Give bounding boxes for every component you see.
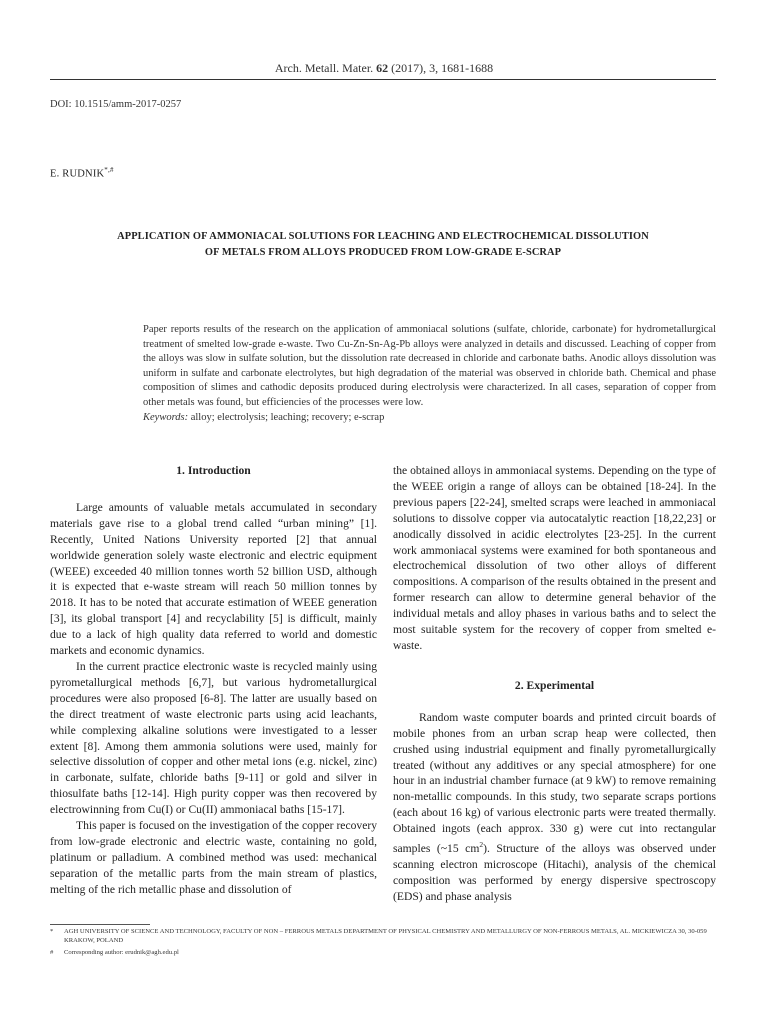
footnotes (50, 927, 716, 960)
left-column (50, 463, 377, 898)
right-column (393, 463, 716, 905)
keywords-list: alloy; electrolysis; leaching; recovery; e-scrap (188, 411, 385, 423)
title-line-1: APPLICATION OF AMMONIACAL SOLUTIONS FOR LEACHING AND ELECTROCHEMICAL DISSOLUTION (117, 231, 649, 242)
intro-paragraph-3-continued: the obtained alloys in ammoniacal systems. Depending on the type of the WEEE origin a range of alloys can be obtained [18-24]. In the previous papers [22-24], smelted scraps were leached in ammoniacal solutions to dissolve copper via autocatalytic reaction [18,22,23] or anodically dissolved in acidic electrolytes [23-25]. In the current work ammoniacal systems were examined for both spontaneous and electrochemical dissolution of two other alloys of different compositions. A comparison of the results obtained in the present and former research can allow to determine general behavior of the individual metals and alloy phases in various baths and to select the most suitable system for the recovery of copper from smelted e-waste. (393, 464, 716, 652)
intro-paragraph-3: This paper is focused on the investigation of the copper recovery from low-grade electronic and electric waste, containing no gold, platinum or palladium. A combined method was used: mechanical separation of the metallic parts from the main stream of plastics, melting of the rich metallic phase and dissolution of (50, 819, 377, 896)
keywords (143, 411, 716, 426)
footnote-corresponding-author: # Corresponding author: erudnik@agh.edu.pl (50, 949, 179, 956)
keywords-label: Keywords: (143, 411, 189, 423)
intro-paragraph-1: Large amounts of valuable metals accumulated in secondary materials gave rise to a global trend called “urban mining” [1]. Recently, United Nations University reported [2] that annual worldwide generation solely waste electronic and electric equipment (WEEE) exceeded 40 million tonnes worth 52 billion USD, although it is expected that e-waste stream will reach 50 million tonnes by 2018. It has to be noted that accurate estimation of WEEE generation [3], its global transport [4] and recyclability [5] is difficult, mainly due to a lack of high quality data referred to world and domestic markets and economic dynamics. (50, 500, 377, 658)
experimental-paragraph-1: Random waste computer boards and printed circuit boards of mobile phones from an urban scrap heap were collected, then crushed using industrial equipment and finally pyrometallurgically treated (without any additives or any special atmosphere) for one hour in an industrial chamber furnace (at 9 kW) to remove remaining non-metallic compounds. In this study, two separate scraps portions (each about 16 kg) of various electronic parts were treated thermally. Obtained ingots (each approx. 330 g) were cut into rectangular samples (~15 $cm^2$). Structure of the alloys was observed under scanning electron microscope (Hitachi), analysis of the chemical composition was performed by energy dispersive spectroscopy (EDS) and phase analysis (393, 710, 716, 903)
doi: DOI: 10.1515/amm-2017-0257 (50, 99, 182, 110)
intro-paragraph-2: In the current practice electronic waste is recycled mainly using pyrometallurgical methods [6,7], but various hydrometallurgical procedures were also proposed [6-8]. The latter are usually based on the direct treatment of waste electronic parts using acid leachants, while complexing alkaline solutions were investigated to a lesser extent [8]. Among them ammonia solutions were used, mainly for selective dissolution of copper and other metal ions (e.g. nickel, zinc) in carbonate, sulfate, chloride baths [9-11] or gold and silver in thiosulfate baths [12-14]. High purity copper was then recovered by electrowinning from Cu(I) or Cu(II) ammoniacal baths [15-17]. (50, 659, 377, 817)
journal-issue-pages: (2017), 3, 1681-1688 (388, 61, 494, 75)
title-line-2: OF METALS FROM ALLOYS PRODUCED FROM LOW-GRADE E-SCRAP (204, 246, 562, 258)
footnote-rule (50, 924, 150, 925)
journal-volume: 62 (376, 61, 389, 75)
paper-title (50, 229, 716, 260)
header-rule (50, 79, 716, 80)
journal-name: Arch. Metall. Mater. (274, 61, 377, 75)
author-marks: *,# (104, 166, 114, 174)
author (50, 166, 114, 180)
abstract-text: Paper reports results of the research on the application of ammoniacal solutions (sulfate, chloride, carbonate) for hydrometallurgical treatment of smelted low-grade e-waste. Two Cu-Zn-Sn-Ag-Pb alloys were analyzed in details and discussed. Leaching of copper from the alloys was slow in sulfate solution, but the dissolution rate decreased in chloride and carbonate baths. Anodic alloys dissolution was uniform in sulfate and carbonate electrolytes, but high degradation of the material was observed in chloride bath. Chemical and phase composition of slimes and cathodic deposits produced during electrolysis were characterized. In all cases, separation of copper from other metals was found, but efficiencies of the processes were low. (143, 324, 716, 408)
footnote-affiliation: * AGH UNIVERSITY OF SCIENCE AND TECHNOLOGY, FACULTY OF NON – FERROUS METALS DEPARTMENT OF PHYSICAL CHEMISTRY AND METALLURGY OF NON-FERROUS METALS, AL. MICKIEWICZA 30, 30-059 KRAKOW, POLAND (50, 928, 707, 944)
author-name: E. RUDNIK (50, 168, 105, 180)
section-heading-introduction: 1. Introduction (176, 464, 251, 477)
section-heading-experimental: 2. Experimental (514, 678, 595, 692)
abstract (143, 323, 716, 425)
journal-header (0, 61, 768, 76)
